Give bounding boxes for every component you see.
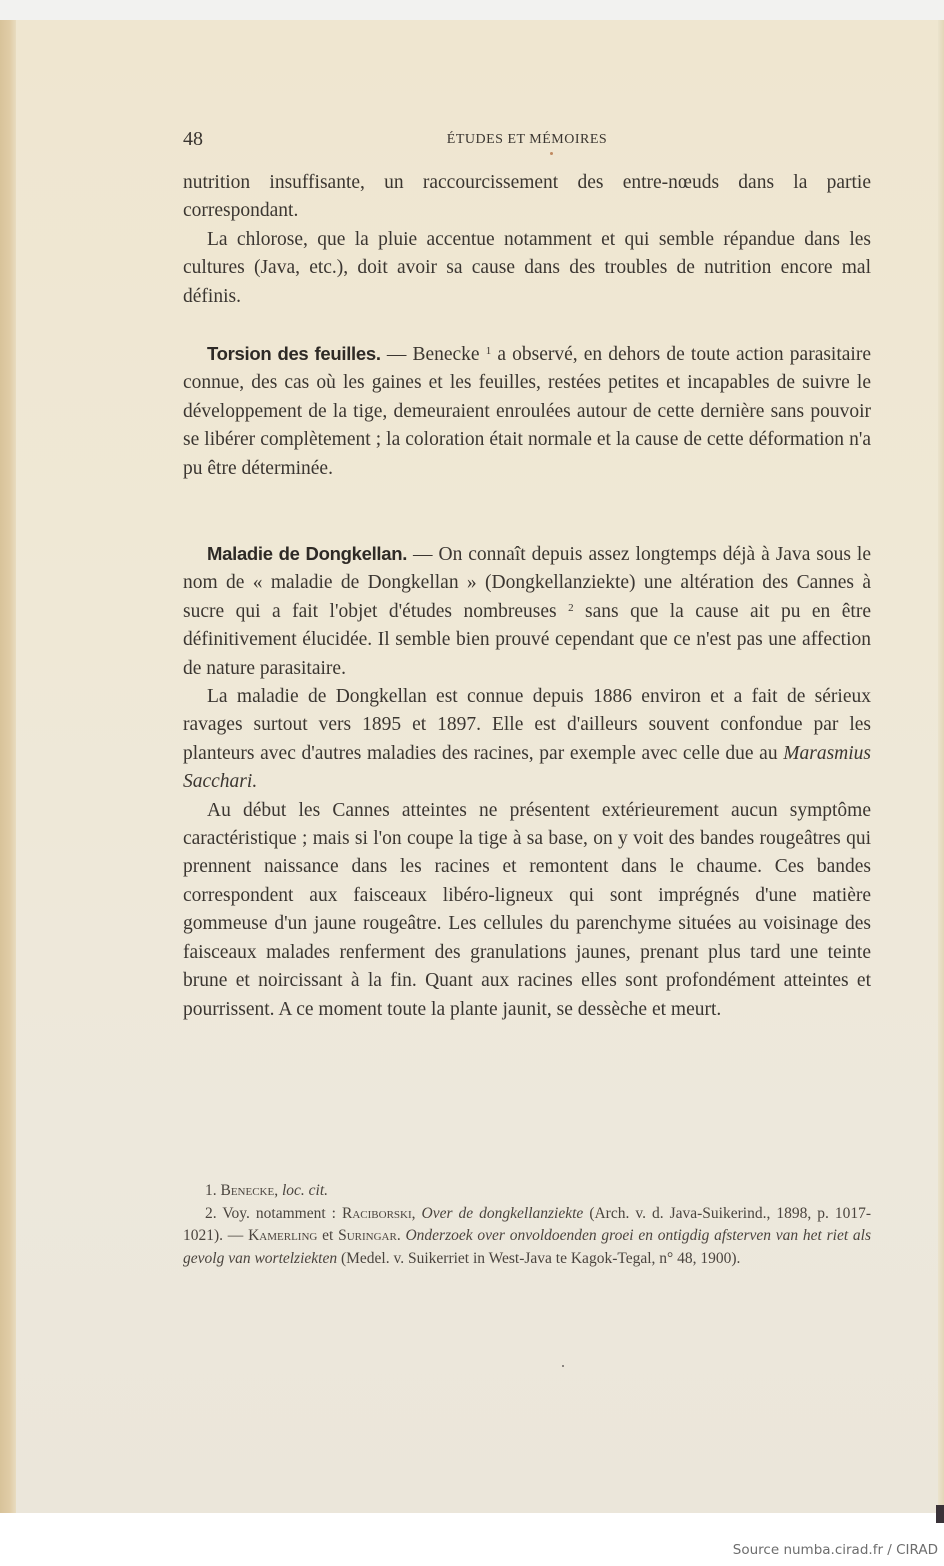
footnote-title: Onderzoek over onvoldoenden groei en ontigdig afsterven van het riet als gevolg van wortelziekten xyxy=(183,1227,872,1268)
footnote-author: Raciborski xyxy=(342,1204,412,1222)
species-name: Marasmius Sacchari. xyxy=(183,742,871,793)
page-binding-edge xyxy=(0,20,16,1513)
paragraph-dongkellan-intro xyxy=(183,540,871,683)
paragraph-torsion xyxy=(183,340,871,483)
text-span: et xyxy=(317,1227,339,1245)
footnote-author: Benecke xyxy=(220,1182,275,1199)
footnote-ref-2[interactable]: 2 xyxy=(568,601,574,614)
footnote-2 xyxy=(183,1203,871,1271)
footnote-ref-1[interactable]: 1 xyxy=(485,345,492,357)
text-span: — Benecke xyxy=(380,344,486,365)
text-span: (Arch. v. d. Java-Suikerind., 1898, p. 1017-1021). — xyxy=(183,1204,872,1245)
running-title: ÉTUDES ET MÉMOIRES xyxy=(446,132,608,147)
section-torsion xyxy=(183,340,871,483)
text-span: , xyxy=(411,1204,422,1222)
paper-speck xyxy=(562,1365,564,1367)
top-margin xyxy=(0,0,944,20)
paragraph-chlorose: La chlorose, que la pluie accentue notamment et qui semble répandue dans les cultures (Java, etc.), doit avoir sa cause dans des troubles de nutrition encore mal définis. xyxy=(183,228,871,307)
text-span: . xyxy=(396,1227,406,1245)
scan-corner xyxy=(936,1505,944,1523)
paragraph-symptoms: Au début les Cannes atteintes ne présentent extérieurement aucun symptôme caractéristique ; mais si l'on coupe la tige à sa base, on y voit des bandes rougeâtres qui prennent naissance dans les racines et remontent dans le chaume. Ces bandes correspondent aux faisceaux libéro-ligneux qui sont imprégnés d'une matière gommeuse d'un jaune rougeâtre. Les cellules du parenchyme situées au voisinage des faisceaux malades renferment des granulations jaunes, prenant plus tard une teinte brune et noircissant à la fin. Quant aux racines elles sont profondément atteintes et pourrissent. A ce moment toute la plante jaunit, se dessèche et meurt. xyxy=(183,799,871,1020)
page-number: 48 xyxy=(183,128,203,150)
footnote-number: 1. xyxy=(205,1182,221,1199)
footnote-number: 2. xyxy=(205,1204,223,1222)
footnotes xyxy=(183,1180,871,1271)
paragraph-continuation: nutrition insuffisante, un raccourcissement des entre-nœuds dans la partie correspondant. xyxy=(183,172,871,222)
text-span: a observé, en dehors de toute action parasitaire connue, des cas où les gaines et les feuilles, restées petites et incapables de suivre le développement de la tige, demeuraient enroulées autour de cette dernière sans pouvoir se libérer complètement ; la coloration était normale et la cause de cette déformation n'a pu être déterminée. xyxy=(183,344,871,479)
section-heading-torsion: Torsion des feuilles. xyxy=(207,343,381,364)
ink-dot xyxy=(550,152,553,155)
text-span: (Medel. v. Suikerriet in West-Java te Kagok-Tegal, n° 48, 1900). xyxy=(337,1250,741,1268)
footnote-title: Over de dongkellanziekte xyxy=(421,1204,584,1222)
section-dongkellan xyxy=(183,540,871,1024)
page-right-edge xyxy=(938,20,944,1513)
source-caption: Source numba.cirad.fr / CIRAD xyxy=(732,1542,938,1558)
section-heading-dongkellan: Maladie de Dongkellan. xyxy=(207,543,408,564)
text-span: , xyxy=(274,1182,282,1199)
footnote-citation: loc. cit. xyxy=(281,1182,329,1199)
footnote-1 xyxy=(183,1180,871,1203)
running-header xyxy=(183,128,871,152)
footnote-author: Kamerling xyxy=(248,1227,318,1245)
paragraph-history xyxy=(183,683,871,797)
footnote-author: Suringar xyxy=(338,1227,397,1245)
text-span: Voy. notamment : xyxy=(222,1204,342,1222)
intro-text xyxy=(183,169,871,311)
text-span: sans que la cause ait pu en être définitivement élucidée. Il semble bien prouvé cependant que ce n'est pas une affection de nature parasitaire. xyxy=(183,600,871,679)
text-span: — On connaît depuis assez longtemps déjà à Java sous le nom de « maladie de Dongkellan » (Dongkellanziekte) une altération des Cannes à sucre qui a fait l'objet d'études nombreuses xyxy=(183,544,871,622)
text-span: La maladie de Dongkellan est connue depuis 1886 environ et a fait de sérieux ravages surtout vers 1895 et 1897. Elle est d'ailleurs souvent confondue par les planteurs avec d'autres maladies des racines, par exemple avec celle due au xyxy=(183,686,871,764)
